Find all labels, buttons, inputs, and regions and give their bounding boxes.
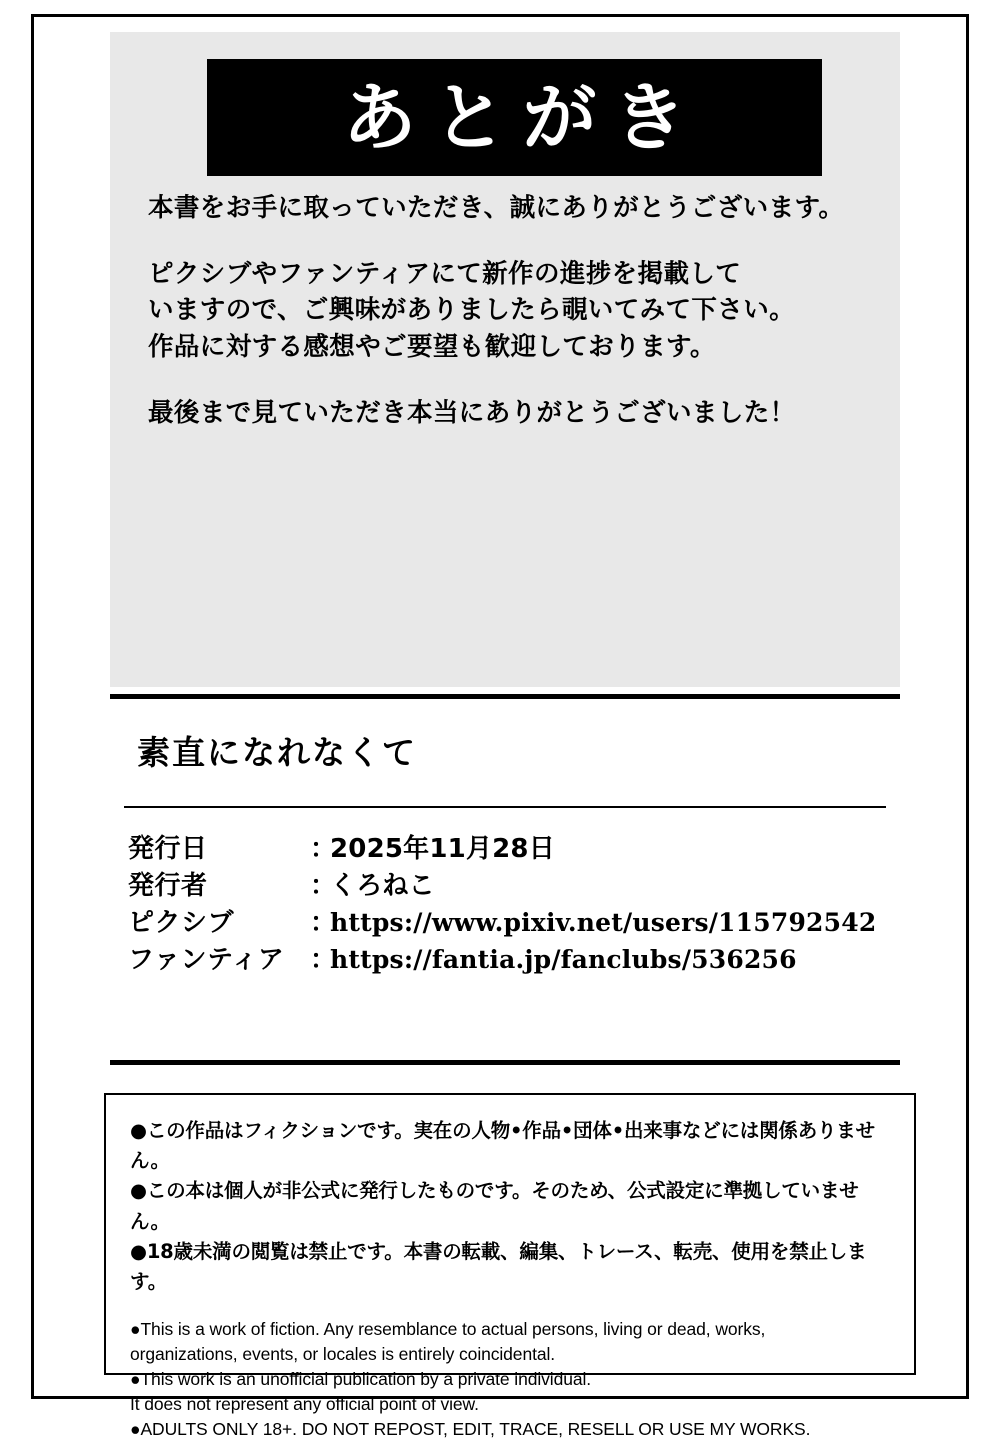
- afterword-paragraph-2-line-1: ピクシブやファンティアにて新作の進捗を掲載して: [148, 259, 742, 290]
- disclaimer-jp-line-1: ●この作品はフィクションです。実在の人物•作品•団体•出来事などには関係ありません。: [130, 1119, 875, 1173]
- fantia-url-link[interactable]: https://fantia.jp/fanclubs/536256: [330, 944, 797, 974]
- colophon-separator: ：: [310, 944, 337, 975]
- colophon-label: ピクシブ: [128, 907, 235, 938]
- colophon-value: 2025年11月28日: [330, 834, 555, 864]
- pixiv-url-link[interactable]: https://www.pixiv.net/users/115792542: [330, 907, 877, 937]
- disclaimer-jp-line-2: ●この本は個人が非公式に発行したものです。そのため、公式設定に準拠していません。: [130, 1179, 859, 1233]
- afterword-body: [148, 190, 878, 431]
- colophon-row-publisher: [128, 868, 898, 905]
- afterword-paragraph-1: 本書をお手に取っていただき、誠にありがとうございます。: [148, 193, 845, 223]
- colophon-label: 発行日: [128, 834, 208, 864]
- colophon-row-publication-date: [128, 831, 898, 868]
- afterword-panel: [110, 32, 900, 687]
- colophon-meta-list: [128, 831, 898, 979]
- colophon-separator: ：: [310, 907, 337, 938]
- afterword-heading: あとがき: [342, 74, 703, 161]
- disclaimer-english-group: [130, 1317, 890, 1441]
- afterword-paragraph-2-line-2: いますので、ご興味がありましたら覗いてみて下さい。: [148, 295, 795, 326]
- disclaimer-box: [104, 1093, 916, 1439]
- colophon-separator: ：: [310, 834, 337, 864]
- afterword-paragraph-2-line-3: 作品に対する感想やご要望も歓迎しております。: [148, 331, 716, 362]
- disclaimer-en-line-5: ●ADULTS ONLY 18+. DO NOT REPOST, EDIT, TRACE, RESELL OR USE MY WORKS.: [130, 1418, 811, 1439]
- colophon-row-pixiv: [128, 905, 898, 942]
- afterword-paragraph-3: 最後まで見ていただき本当にありがとうございました！: [148, 397, 796, 428]
- disclaimer-jp-line-3: ●18歳未満の閲覧は禁止です。本書の転載、編集、トレース、転売、使用を禁止します。: [130, 1239, 867, 1294]
- disclaimer-en-line-4: It does not represent any official point of view.: [130, 1393, 479, 1414]
- divider-thick-top: [110, 694, 900, 699]
- colophon-separator: ：: [310, 870, 337, 901]
- divider-thick-bottom: [110, 1060, 900, 1065]
- disclaimer-en-line-1: ●This is a work of fiction. Any resemblance to actual persons, living or dead, works,: [130, 1319, 766, 1340]
- work-title: 素直になれなくて: [137, 733, 417, 772]
- disclaimer-en-line-3: ●This work is an unofficial publication by a private individual.: [130, 1369, 592, 1389]
- colophon-label: ファンティア: [128, 944, 285, 975]
- colophon-row-fantia: [128, 942, 898, 979]
- disclaimer-en-line-2: organizations, events, or locales is entirely coincidental.: [130, 1344, 556, 1365]
- divider-thin: [124, 806, 886, 808]
- colophon-label: 発行者: [128, 870, 208, 901]
- afterword-title-bar: [207, 59, 822, 176]
- colophon-value: くろねこ: [330, 870, 435, 901]
